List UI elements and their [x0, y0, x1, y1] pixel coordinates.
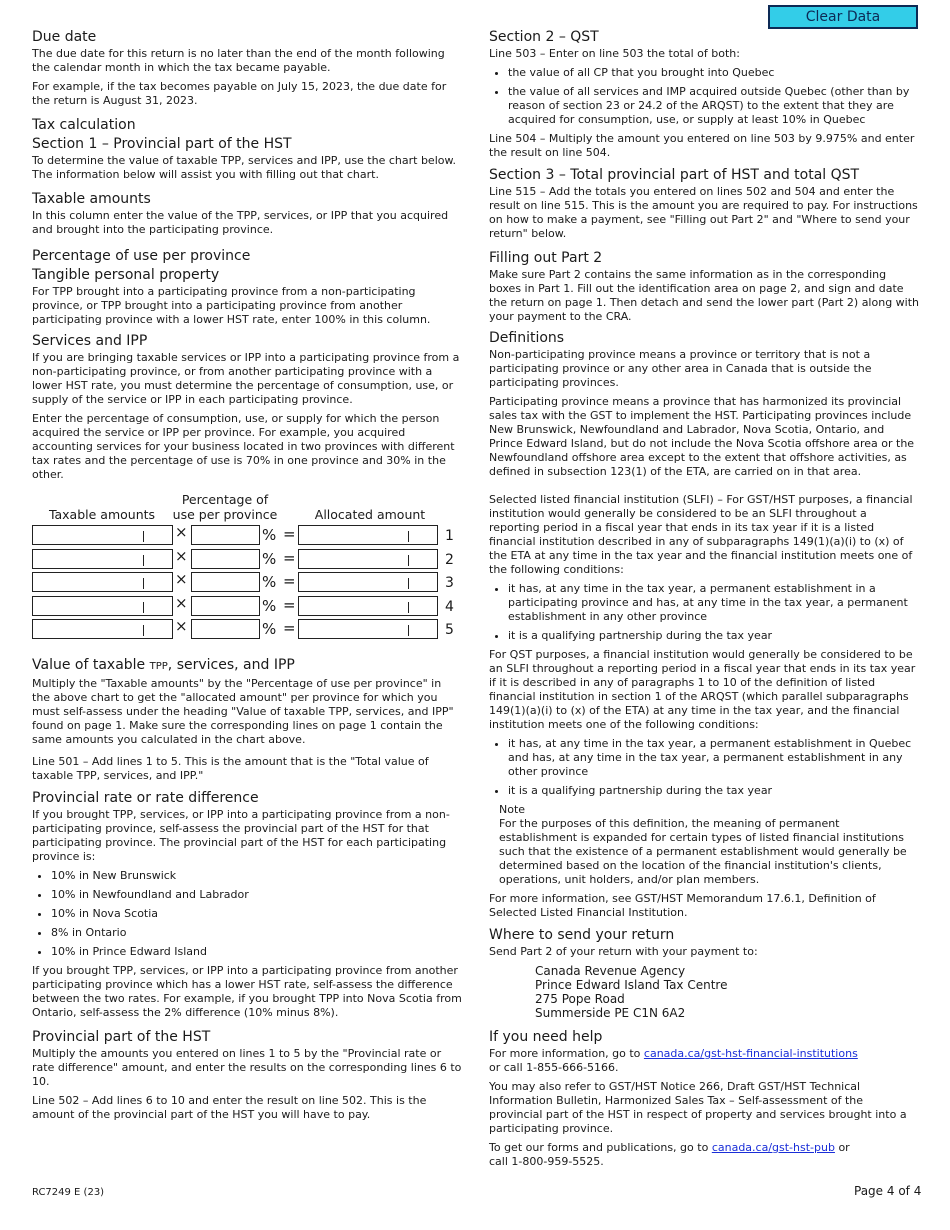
filling-heading: Filling out Part 2 [489, 250, 603, 266]
cents-divider [408, 578, 409, 589]
equals-sign: = [283, 525, 296, 543]
percent-sign: % [262, 549, 277, 568]
qst-text: For QST purposes, a financial institution would generally be considered to be an SLFI throughout a reporting period in a fiscal year that ends in its tax year if it is described in any of paragraphs 1 to 10 of the definition of listed financial institution in section 1 of the ARQST (which parallel subparagraphs 149(1)(a)(i) to (x) of the ETA) at any time in the tax year, and the financial institution meets one of the following conditions: [489, 648, 916, 731]
section1-text: To determine the value of taxable TPP, services and IPP, use the chart below. The information below will assist you with filling out that chart. [32, 154, 456, 181]
line-number: 1 [445, 528, 454, 544]
cents-divider [143, 602, 144, 613]
equals-sign: = [283, 572, 296, 590]
services-text-2: Enter the percentage of consumption, use, or supply for which the person acquired the service or IPP per province. For example, you acquired accounting services for your business located in two provinces with different tax rates and the percentage of use is 70% in one province and 30% in the other. [32, 412, 455, 481]
taxable-amount-input[interactable] [32, 619, 173, 639]
line502-text: Line 502 – Add lines 6 to 10 and enter the result on line 502. This is the amount of the provincial part of the HST you will have to pay. [32, 1094, 427, 1121]
help-text-1: For more information, go to canada.ca/gst-hst-financial-institutions or call 1-855-666-5166. [489, 1047, 858, 1074]
line503-item: • the value of all services and IMP acquired outside Quebec (other than by reason of section 23 or 24.2 of the ARQST) to the extent that they are acquired for consumption, use, or supply at least 10% in Quebec [508, 85, 919, 127]
help-text-2: You may also refer to GST/HST Notice 266, Draft GST/HST Technical Information Bulletin, Harmonized Sales Tax – Self-assessment of the provincial part of the HST in respect of property and services brought into a participating province. [489, 1080, 907, 1135]
forms-publications-link[interactable]: canada.ca/gst-hst-pub [711, 1141, 835, 1154]
line501-text: Line 501 – Add lines 1 to 5. This is the amount that is the "Total value of taxable TPP, services, and IPP." [32, 755, 429, 782]
tax-calculation-heading: Tax calculation [32, 117, 136, 133]
percent-sign: % [262, 596, 277, 615]
cents-divider [408, 555, 409, 566]
rate-item: • 10% in New Brunswick [51, 869, 462, 883]
provincial-part-text: Multiply the amounts you entered on lines 1 to 5 by the "Provincial rate or rate difference" amount, and enter the results on the corresponding lines 6 to 10. [32, 1047, 462, 1088]
times-sign: × [175, 617, 188, 635]
percentage-heading: Percentage of use per province [32, 248, 251, 264]
allocated-amount-input[interactable] [298, 572, 438, 592]
percent-sign: % [262, 620, 277, 638]
allocated-amount-input[interactable] [298, 525, 438, 545]
clear-data-button[interactable]: Clear Data [768, 5, 918, 29]
cents-divider [143, 555, 144, 566]
slfi-item: • it is a qualifying partnership during the tax year [508, 629, 919, 643]
value-heading: Value of taxable TPP, services, and IPP [32, 657, 295, 673]
times-sign: × [175, 593, 188, 612]
cents-divider [143, 578, 144, 589]
equals-sign: = [283, 548, 296, 567]
times-sign: × [175, 570, 188, 588]
times-sign: × [175, 546, 188, 565]
help-heading: If you need help [489, 1029, 603, 1045]
percentage-input[interactable] [191, 549, 260, 569]
value-text: Multiply the "Taxable amounts" by the "Percentage of use per province" in the above chart to get the "allocated amount" per province for which you must self-assess under the heading "Value of taxable TPP, services, and IPP" found on page 1. Make sure the corresponding lines on page 1 contain the same amounts you calculated in the chart above. [32, 677, 454, 746]
financial-institutions-link[interactable]: canada.ca/gst-hst-financial-institutions [643, 1047, 858, 1060]
due-date-text: The due date for this return is no later than the end of the month following the calendar month in which the tax became payable. [32, 47, 445, 74]
line-number: 3 [445, 575, 454, 591]
where-heading: Where to send your return [489, 927, 675, 943]
line-number: 4 [445, 598, 454, 615]
section3-heading: Section 3 – Total provincial part of HST and total QST [489, 167, 860, 183]
allocated-amount-input[interactable] [298, 549, 438, 569]
slfi-text: Selected listed financial institution (SLFI) – For GST/HST purposes, a financial institution would generally be considered to be an SLFI throughout a reporting period in a fiscal year that ends in its tax year if it is a listed financial institution described in any of subparagraphs 149(1)(a)(i) to (x) of the ETA at any time in the tax year and the financial institution meets one of the following conditions: [489, 493, 913, 576]
form-identifier: RC7249 E (23) [32, 1187, 105, 1198]
filling-text: Make sure Part 2 contains the same information as in the corresponding boxes in Part 1. Fill out the identification area on page 2, and sign and date the return on page 1. Then detach and send the lower part (Part 2) along with your payment to the CRA. [489, 268, 920, 323]
cents-divider [408, 531, 409, 542]
more-info-text: For more information, see GST/HST Memorandum 17.6.1, Definition of Selected Listed Financial Institution. [489, 892, 876, 919]
taxable-amounts-text: In this column enter the value of the TPP, services, or IPP that you acquired and brought into the participating province. [32, 209, 449, 236]
mailing-address [489, 964, 919, 1020]
services-text-1: If you are bringing taxable services or IPP into a participating province from a non-participating province, or from another participating province with a lower HST rate, you must determine the percentage of consumption, use, or supply of the service or IPP in each participating province. [32, 351, 460, 406]
equals-sign: = [283, 595, 296, 614]
def-non-participating: Non-participating province means a province or territory that is not a participating province or any other area in Canada that is outside the participating provinces. [489, 348, 872, 389]
note-block [489, 803, 919, 887]
address-line: Canada Revenue Agency [535, 964, 686, 978]
line504-text: Line 504 – Multiply the amount you entered on line 503 by 9.975% and enter the result on line 504. [489, 132, 915, 159]
address-line: Prince Edward Island Tax Centre [535, 978, 728, 992]
times-sign: × [175, 523, 188, 541]
help-text-3: To get our forms and publications, go to canada.ca/gst-hst-pub or call 1-800-959-5525. [489, 1141, 850, 1168]
line-number: 2 [445, 551, 454, 568]
tpp-text: For TPP brought into a participating province from a non-participating province, or TPP brought into a participating province from another participating province with a lower HST rate, enter 100% in this column. [32, 285, 431, 326]
rate-item: • 8% in Ontario [51, 926, 462, 940]
percentage-input[interactable] [191, 619, 260, 639]
allocated-amount-input[interactable] [298, 596, 438, 616]
cents-divider [408, 602, 409, 613]
rate-list [32, 869, 462, 959]
taxable-amount-input[interactable] [32, 549, 173, 569]
right-column [489, 28, 919, 1174]
note-title: Note [499, 803, 526, 816]
taxable-amount-input[interactable] [32, 525, 173, 545]
line-number: 5 [445, 622, 454, 638]
def-participating: Participating province means a province that has harmonized its provincial sales tax with the GST to implement the HST. Participating provinces include New Brunswick, Newfoundland and Labrador, Nova Scotia, Ontario, and Prince Edward Island, but do not include the Nova Scotia offshore area or the Newfoundland offshore area except to the extent that offshore activities, as defined in subsection 123(1) of the ETA, are carried on in that area. [489, 395, 915, 478]
chart-header-percentage: Percentage of use per province [172, 492, 278, 522]
percentage-input[interactable] [191, 525, 260, 545]
qst-item: • it is a qualifying partnership during the tax year [508, 784, 919, 798]
rate-item: • 10% in Nova Scotia [51, 907, 462, 921]
line503-item: • the value of all CP that you brought into Quebec [508, 66, 919, 80]
chart-header-allocated: Allocated amount [314, 507, 426, 522]
percentage-input[interactable] [191, 572, 260, 592]
definitions-heading: Definitions [489, 330, 565, 346]
address-line: Summerside PE C1N 6A2 [535, 1006, 686, 1020]
taxable-amounts-heading: Taxable amounts [32, 191, 151, 207]
tpp-heading: Tangible personal property [32, 267, 220, 283]
slfi-list [489, 582, 919, 643]
rate-item: • 10% in Prince Edward Island [51, 945, 462, 959]
left-column [32, 28, 462, 1127]
address-line: 275 Pope Road [535, 992, 625, 1006]
section2-heading: Section 2 – QST [489, 29, 599, 45]
note-text: For the purposes of this definition, the meaning of permanent establishment is expanded for certain types of listed financial institutions such that the existence of a permanent establishment would generally be determined based on the location of the financial institution's clients, operations, unit holders, and/or plan members. [499, 817, 907, 886]
cents-divider [143, 531, 144, 542]
rate-text: If you brought TPP, services, or IPP into a participating province from a non-participating province, self-assess the provincial part of the HST for that participating province. The provincial part of the HST for each participating province is: [32, 808, 450, 863]
taxable-amount-input[interactable] [32, 596, 173, 616]
line503-text: Line 503 – Enter on line 503 the total of both: [489, 47, 740, 60]
services-heading: Services and IPP [32, 333, 148, 349]
allocated-amount-input[interactable] [298, 619, 438, 639]
section1-heading: Section 1 – Provincial part of the HST [32, 136, 292, 152]
page-number: Page 4 of 4 [854, 1184, 922, 1198]
provincial-part-heading: Provincial part of the HST [32, 1029, 211, 1045]
slfi-item: • it has, at any time in the tax year, a permanent establishment in a participating province and has, at any time in the tax year, a permanent establishment in any other province [508, 582, 919, 624]
taxable-amount-input[interactable] [32, 572, 173, 592]
rate-item: • 10% in Newfoundland and Labrador [51, 888, 462, 902]
percentage-input[interactable] [191, 596, 260, 616]
due-date-example: For example, if the tax becomes payable on July 15, 2023, the due date for the return is August 31, 2023. [32, 80, 447, 107]
cents-divider [408, 625, 409, 636]
line515-text: Line 515 – Add the totals you entered on lines 502 and 504 and enter the result on line 515. This is the amount you are required to pay. For instructions on how to make a payment, see "Filling out Part 2" and "Where to send your return" below. [489, 185, 918, 240]
qst-item: • it has, at any time in the tax year, a permanent establishment in Quebec and has, at any time in the tax year, a permanent establishment in any other province [508, 737, 919, 779]
due-date-heading: Due date [32, 29, 97, 45]
where-text: Send Part 2 of your return with your payment to: [489, 945, 758, 958]
qst-list [489, 737, 919, 798]
equals-sign: = [283, 619, 296, 637]
percent-sign: % [262, 526, 277, 544]
rate-heading: Provincial rate or rate difference [32, 790, 259, 806]
cents-divider [143, 625, 144, 636]
chart-header-taxable: Taxable amounts [48, 507, 156, 522]
percent-sign: % [262, 573, 277, 591]
rate-text-2: If you brought TPP, services, or IPP into a participating province from another participating province which has a lower HST rate, self-assess the difference between the two rates. For example, if you brought TPP into Nova Scotia from Ontario, self-assess the 2% difference (10% minus 8%). [32, 964, 462, 1019]
allocation-chart [32, 490, 462, 652]
line503-list [489, 66, 919, 127]
